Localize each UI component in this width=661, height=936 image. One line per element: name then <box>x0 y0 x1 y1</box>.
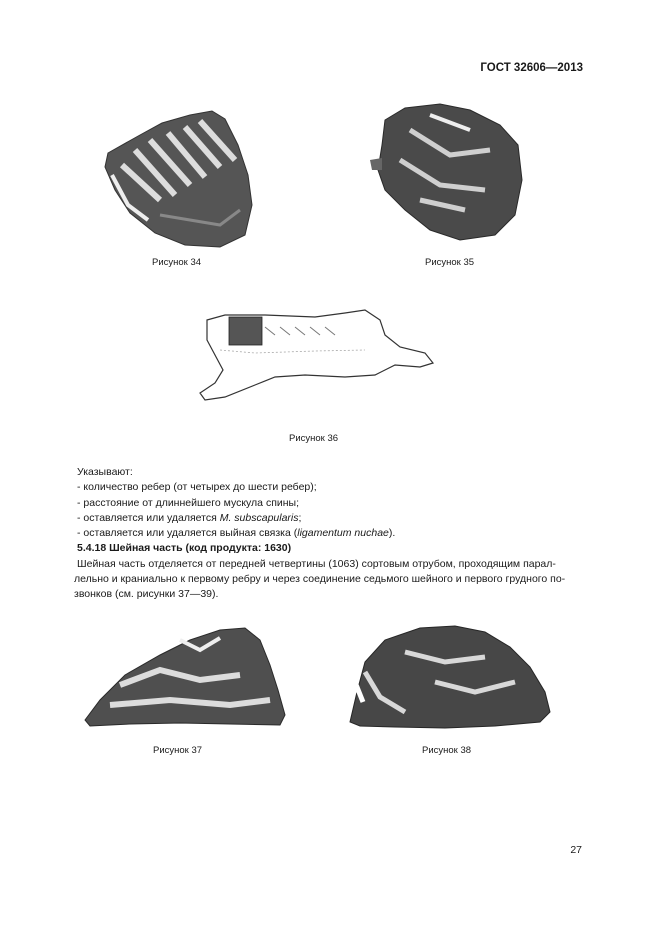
list-item: - количество ребер (от четырех до шести ребер); <box>77 481 317 494</box>
figure-36-image <box>195 305 440 405</box>
figure-36-caption: Рисунок 36 <box>289 433 339 444</box>
figure-34-caption: Рисунок 34 <box>152 257 202 268</box>
figure-37-image <box>80 620 290 730</box>
list-block <box>74 465 587 603</box>
list-intro: Указывают: <box>77 466 133 478</box>
figure-38-caption: Рисунок 38 <box>422 745 472 756</box>
page-number: 27 <box>570 844 582 856</box>
figure-38-image <box>345 622 555 730</box>
list-item: - оставляется или удаляется выйная связка (ligamentum nuchae). <box>77 527 396 540</box>
figure-35-image <box>370 100 525 242</box>
section-heading: 5.4.18 Шейная часть (код продукта: 1630) <box>77 542 292 555</box>
paragraph-line: звонков (см. рисунки 37—39). <box>74 588 219 601</box>
figure-35-caption: Рисунок 35 <box>425 257 475 268</box>
paragraph-line: Шейная часть отделяется от передней четвертины (1063) сортовым отрубом, проходящим парал- <box>77 557 556 570</box>
list-item: - оставляется или удаляется M. subscapularis; <box>77 511 302 524</box>
standard-header: ГОСТ 32606—2013 <box>480 62 583 74</box>
figure-37-caption: Рисунок 37 <box>153 745 203 756</box>
paragraph-line: лельно и краниально к первому ребру и через соединение седьмого шейного и первого грудного по- <box>74 573 566 586</box>
list-item: - расстояние от длиннейшего мускула спины; <box>77 496 300 509</box>
figure-34-image <box>100 105 260 250</box>
